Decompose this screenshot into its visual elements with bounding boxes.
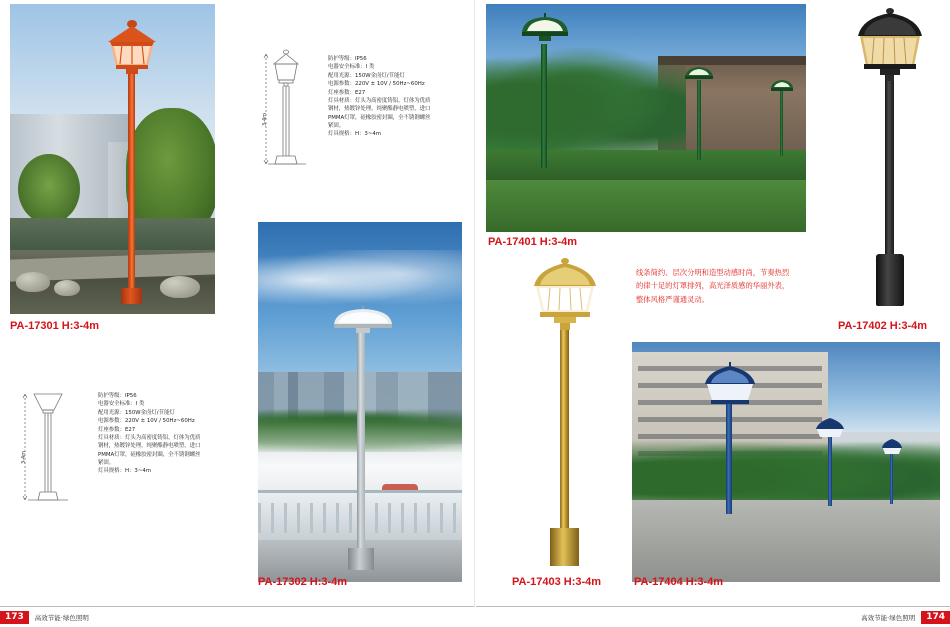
spec-block-top [328, 55, 446, 139]
decorative-rock [160, 276, 200, 298]
decorative-rock [16, 272, 50, 292]
spec-line: 配用光源：150W金卤灯/节能灯 [328, 72, 405, 79]
lantern-head [332, 306, 394, 338]
lawn [486, 180, 806, 232]
page-gutter-divider [474, 0, 475, 607]
footer-left [0, 607, 95, 627]
caption-pa-17401: PA-17401 H:3-4m [488, 236, 578, 248]
marketing-line: 整体风格严谨通灵动。 [636, 294, 709, 304]
page-number-left: 173 [0, 611, 29, 624]
dimension-label-bottom: 3-4m [21, 450, 27, 464]
caption-pa-17403: PA-17403 H:3-4m [512, 576, 602, 588]
lantern-head [98, 18, 166, 74]
spec-line: PMMA灯罩，硅橡胶密封圈，全不锈钢螺丝 [328, 114, 431, 121]
lamp-base [121, 288, 142, 304]
marketing-line: 线条简约、层次分明和造型动感时尚，节奏热烈 [636, 268, 790, 277]
lamp-pole [560, 326, 569, 534]
lamp-pole [357, 330, 365, 558]
lantern-head [520, 12, 570, 53]
lantern-head [854, 6, 926, 87]
lamp-base [876, 254, 904, 306]
spec-line: 电源参数：220V ± 10V / 50Hz~60Hz [328, 81, 425, 88]
footer-text-right: 高效节能·绿色照明 [861, 613, 916, 622]
spec-line: 灯具材质：灯头为高密度铸铝，灯体为优质 [98, 434, 201, 441]
product-photo-pa-17403 [508, 252, 620, 574]
clouds [258, 250, 462, 310]
caption-pa-17302: PA-17302 H:3-4m [258, 576, 348, 588]
footer-right [855, 607, 950, 627]
caption-pa-17301: PA-17301 H:3-4m [10, 320, 100, 332]
lantern-head [702, 362, 758, 411]
product-photo-pa-17402 [838, 4, 940, 314]
page-number-right: 174 [921, 611, 950, 624]
spec-line: 防护等级：IP56 [328, 56, 367, 62]
footer-text-left: 高效节能·绿色照明 [34, 613, 89, 622]
spec-line: 灯具材质：灯头为高密度铸铝，灯体为优质 [328, 97, 431, 104]
marketing-description [636, 266, 821, 306]
lamp-base [550, 528, 579, 566]
marketing-line: 的律十足的灯罩排列，高光泽质感的华丽外表， [636, 281, 790, 291]
lamp-base [348, 548, 374, 570]
product-photo-pa-17401 [486, 4, 806, 232]
line-drawing-lamp-bottom [16, 378, 78, 508]
product-photo-pa-17301 [10, 4, 215, 314]
spec-line: 灯座参数：E27 [328, 89, 366, 96]
lantern-head-tertiary [770, 78, 794, 101]
road-surface [632, 500, 940, 582]
spec-line: 灯具规格：H：3~4m [98, 468, 152, 475]
spec-line: 电源参数：220V ± 10V / 50Hz~60Hz [98, 418, 195, 425]
lantern-head-secondary [814, 416, 846, 445]
spec-line: 钢材，热镀锌处理，纯聚酯静电喷塑，进口 [328, 106, 431, 113]
hedge-row [486, 150, 806, 184]
decorative-rock [54, 280, 80, 296]
dimension-label-top: 3-4m [262, 112, 268, 126]
spec-line: 紧固。 [328, 123, 345, 129]
spec-line: 钢材，热镀锌处理，纯聚酯静电喷塑，进口 [98, 443, 201, 450]
caption-pa-17404: PA-17404 H:3-4m [634, 576, 724, 588]
spec-line: 电器安全标准：I 类 [328, 64, 375, 71]
shrub [18, 154, 80, 224]
spec-line: 配用光源：150W金卤灯/节能灯 [98, 409, 175, 416]
product-photo-pa-17302 [258, 222, 462, 582]
lantern-head-secondary [684, 64, 714, 91]
spec-line: 紧固。 [98, 460, 115, 466]
caption-pa-17402: PA-17402 H:3-4m [838, 320, 928, 332]
lamp-pole [885, 74, 894, 264]
lantern-head-tertiary [880, 438, 904, 461]
lamp-pole [541, 44, 547, 168]
spec-line: 灯座参数：E27 [98, 426, 136, 433]
product-photo-pa-17404 [632, 342, 940, 582]
spec-line: 电器安全标准：I 类 [98, 401, 145, 408]
spec-line: 灯具规格：H：3~4m [328, 131, 382, 138]
spec-block-bottom [98, 392, 216, 476]
spec-line: 防护等级：IP56 [98, 393, 137, 399]
spec-line: PMMA灯罩，硅橡胶密封圈，全不锈钢螺丝 [98, 451, 201, 458]
lamp-pole [128, 66, 135, 298]
lamp-pole-secondary [697, 80, 701, 160]
line-drawing-lamp-top [258, 40, 318, 170]
tree-cluster [486, 48, 686, 158]
lantern-head [530, 256, 600, 337]
lamp-pole [726, 398, 732, 514]
willow-tree [126, 108, 215, 236]
